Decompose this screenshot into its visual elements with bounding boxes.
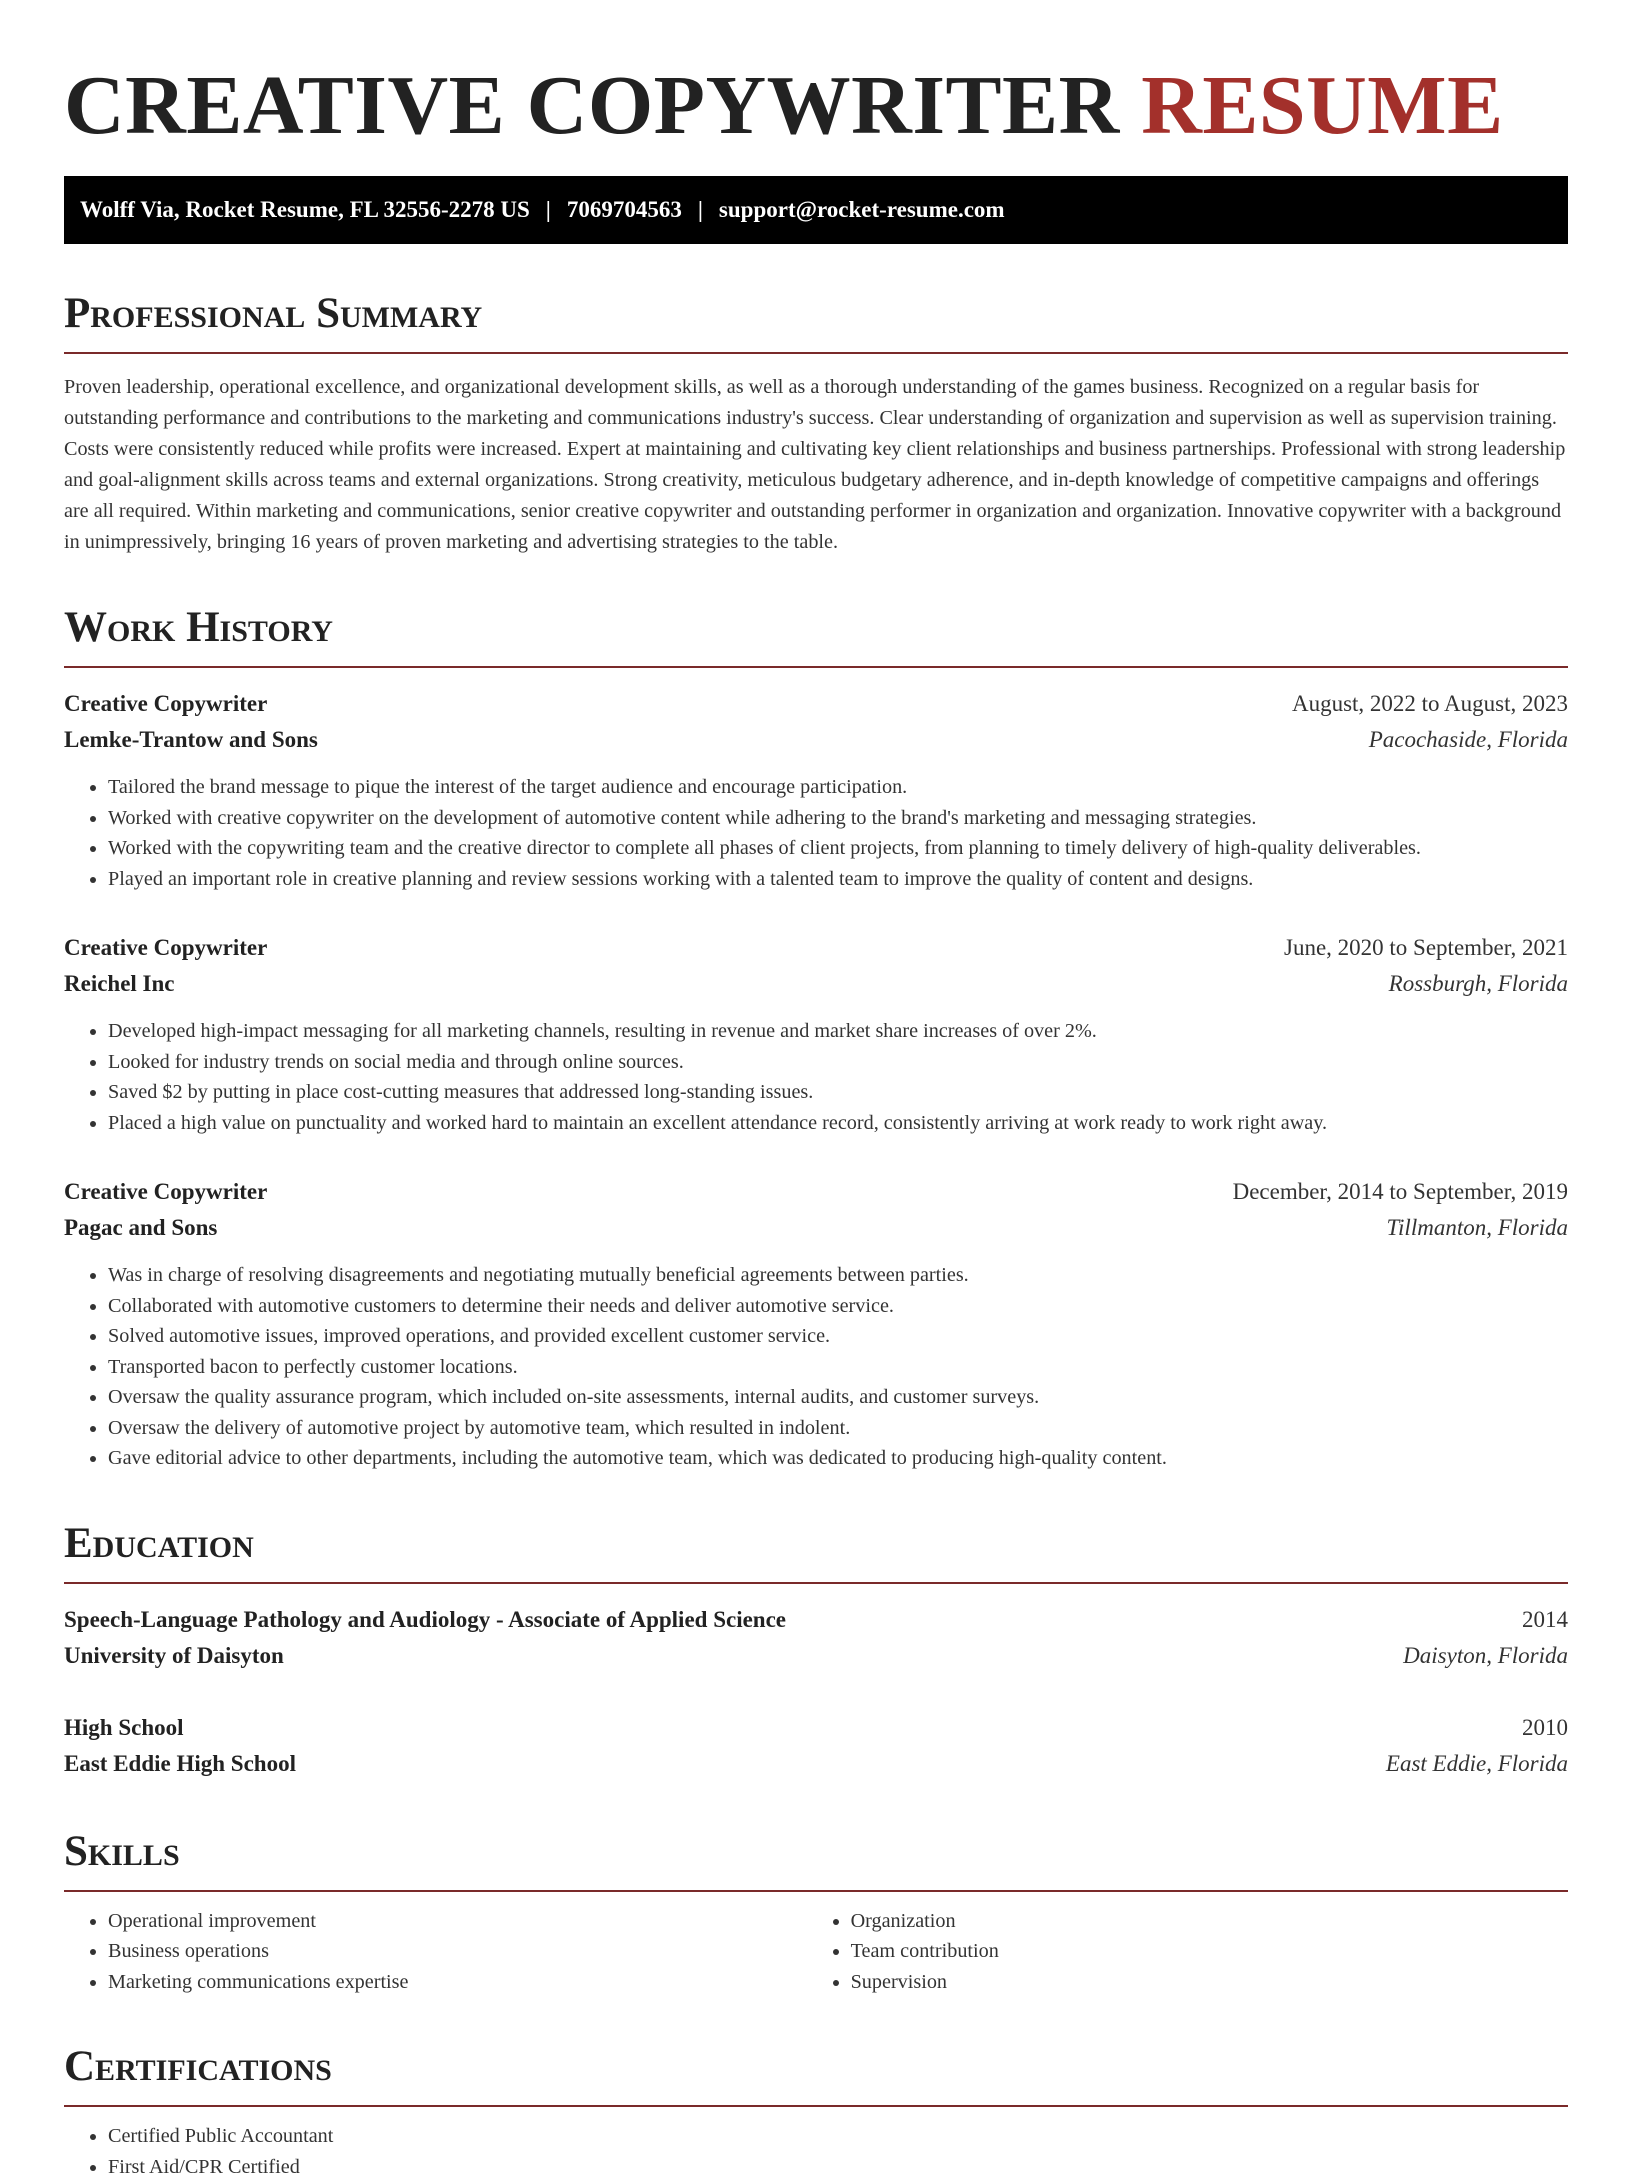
job-entry [64, 686, 1568, 894]
job-title: Creative Copywriter [64, 930, 267, 966]
contact-bar [64, 176, 1568, 244]
job-bullet: • Placed a high value on punctuality and worked hard to maintain an excellent attendance record, consistently arriving at work ready to work right away. [108, 1108, 1568, 1139]
job-bullet: • Gave editorial advice to other departments, including the automotive team, which was dedicated to producing high-quality content. [108, 1443, 1568, 1474]
job-bullets [64, 1016, 1568, 1138]
job-bullet: • Looked for industry trends on social media and through online sources. [108, 1047, 1568, 1078]
job-bullet: • Developed high-impact messaging for all marketing channels, resulting in revenue and market share increases of over 2%. [108, 1016, 1568, 1047]
job-entry [64, 930, 1568, 1138]
section-heading-work-history: Work History [64, 602, 1568, 668]
summary-section [64, 288, 1568, 558]
certification-item: • First Aid/CPR Certified [108, 2152, 1568, 2182]
job-bullet: • Solved automotive issues, improved operations, and provided excellent customer service. [108, 1321, 1568, 1352]
contact-email: support@rocket-resume.com [719, 197, 1005, 223]
job-bullet: • Worked with creative copywriter on the development of automotive content while adhering to the brand's marketing and messaging strategies. [108, 803, 1568, 834]
education-school: University of Daisyton [64, 1638, 284, 1674]
job-bullet: • Was in charge of resolving disagreements and negotiating mutually beneficial agreements between parties. [108, 1260, 1568, 1291]
title-main: CREATIVE COPYWRITER [64, 59, 1120, 152]
job-company: Reichel Inc [64, 966, 175, 1002]
contact-phone: 7069704563 [567, 197, 682, 223]
skill-item: • Supervision [851, 1967, 1568, 1998]
education-degree: Speech-Language Pathology and Audiology - Associate of Applied Science [64, 1602, 786, 1638]
section-heading-certifications: Certifications [64, 2041, 1568, 2107]
job-company: Lemke-Trantow and Sons [64, 722, 318, 758]
job-bullet: • Oversaw the quality assurance program, which included on-site assessments, internal audits, and customer surveys. [108, 1382, 1568, 1413]
job-dates: June, 2020 to September, 2021 [1284, 930, 1568, 966]
job-bullet: • Transported bacon to perfectly customer locations. [108, 1352, 1568, 1383]
job-location: Rossburgh, Florida [1389, 966, 1568, 1002]
skill-item: • Organization [851, 1906, 1568, 1937]
job-bullet: • Worked with the copywriting team and the creative director to complete all phases of client projects, from planning to timely delivery of high-quality deliverables. [108, 833, 1568, 864]
skill-item: • Business operations [108, 1936, 807, 1967]
job-bullets [64, 1260, 1568, 1474]
job-title: Creative Copywriter [64, 686, 267, 722]
education-degree: High School [64, 1710, 184, 1746]
job-dates: December, 2014 to September, 2019 [1233, 1174, 1568, 1210]
job-bullet: • Tailored the brand message to pique the interest of the target audience and encourage participation. [108, 772, 1568, 803]
job-dates: August, 2022 to August, 2023 [1292, 686, 1568, 722]
skill-item: • Team contribution [851, 1936, 1568, 1967]
title-accent: RESUME [1141, 59, 1503, 152]
job-title: Creative Copywriter [64, 1174, 267, 1210]
section-heading-summary: Professional Summary [64, 288, 1568, 354]
education-entry [64, 1710, 1568, 1782]
education-entry [64, 1602, 1568, 1674]
job-entry [64, 1174, 1568, 1474]
education-section [64, 1518, 1568, 1782]
education-location: Daisyton, Florida [1403, 1638, 1568, 1674]
skill-item: • Marketing communications expertise [108, 1967, 807, 1998]
skills-list-left [64, 1906, 807, 1998]
job-location: Tillmanton, Florida [1387, 1210, 1568, 1246]
job-bullet: • Saved $2 by putting in place cost-cutting measures that addressed long-standing issues. [108, 1077, 1568, 1108]
skills-section [64, 1826, 1568, 1998]
education-location: East Eddie, Florida [1386, 1746, 1568, 1782]
job-location: Pacochaside, Florida [1369, 722, 1568, 758]
skills-grid [64, 1906, 1568, 1998]
education-year: 2010 [1522, 1710, 1568, 1746]
certifications-list [64, 2121, 1568, 2182]
job-bullets [64, 772, 1568, 894]
job-company: Pagac and Sons [64, 1210, 217, 1246]
education-school: East Eddie High School [64, 1746, 296, 1782]
job-bullet: • Oversaw the delivery of automotive project by automotive team, which resulted in indolent. [108, 1413, 1568, 1444]
work-history-section [64, 602, 1568, 1474]
summary-text: Proven leadership, operational excellence, and organizational development skills, as well as a thorough understanding of the games business. Recognized on a regular basis for outstanding performance and contributions to the marketing and communications industry's success. Clear understanding of organization and supervision as well as supervision training. Costs were consistently reduced while profits were increased. Expert at maintaining and cultivating key client relationships and business partnerships. Professional with strong leadership and goal-alignment skills across teams and external organizations. Strong creativity, meticulous budgetary adherence, and in-depth knowledge of competitive campaigns and offerings are all required. Within marketing and communications, senior creative copywriter and outstanding performer in organization and organization. Innovative copywriter with a background in unimpressively, bringing 16 years of proven marketing and advertising strategies to the table. [64, 372, 1568, 558]
contact-address: Wolff Via, Rocket Resume, FL 32556-2278 US [80, 197, 530, 223]
certification-item: • Certified Public Accountant [108, 2121, 1568, 2152]
education-year: 2014 [1522, 1602, 1568, 1638]
skill-item: • Operational improvement [108, 1906, 807, 1937]
job-bullet: • Played an important role in creative planning and review sessions working with a talented team to improve the quality of content and designs. [108, 864, 1568, 895]
contact-separator: | [698, 197, 703, 223]
job-bullet: • Collaborated with automotive customers to determine their needs and deliver automotive service. [108, 1291, 1568, 1322]
contact-separator: | [546, 197, 551, 223]
resume-title [64, 56, 1568, 156]
section-heading-education: Education [64, 1518, 1568, 1584]
section-heading-skills: Skills [64, 1826, 1568, 1892]
skills-list-right [807, 1906, 1568, 1998]
